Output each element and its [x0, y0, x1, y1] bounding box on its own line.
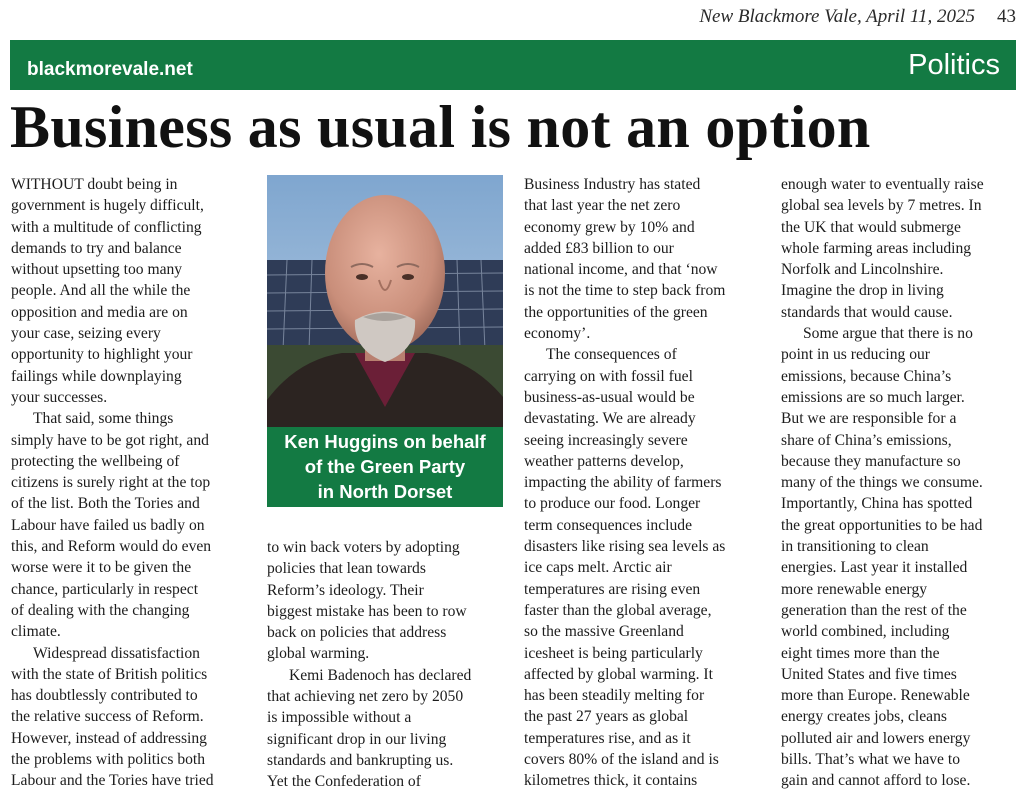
text-line: Importantly, China has spotted [781, 495, 973, 513]
text-line: faster than the global average, [524, 601, 712, 619]
text-line: government is hugely difficult, [11, 197, 204, 215]
text-line: demands to try and balance [11, 239, 182, 257]
text-line: to produce our food. Longer [524, 495, 701, 513]
text-line: term consequences include [524, 516, 692, 534]
text-line: citizens is surely right at the top [11, 474, 211, 492]
text-line: However, instead of addressing [11, 729, 207, 747]
text-line: climate. [11, 623, 61, 641]
text-line: Labour and the Tories have tried [11, 772, 214, 790]
text-line: many of the things we consume. [781, 474, 983, 492]
text-line: WITHOUT doubt being in [11, 176, 178, 193]
text-line: affected by global warming. It [524, 665, 713, 683]
publication-date: New Blackmore Vale, April 11, 2025 [699, 6, 975, 27]
text-line: added £83 billion to our [524, 239, 674, 257]
text-line: Reform’s ideology. Their [267, 581, 424, 599]
text-line: because they manufacture so [781, 452, 961, 470]
portrait-illustration [267, 175, 503, 427]
text-line: the UK that would submerge [781, 218, 961, 236]
text-line: point in us reducing our [781, 346, 930, 364]
text-line: kilometres thick, it contains [524, 772, 698, 790]
text-line: Labour have failed us badly on [11, 516, 205, 534]
text-line: temperatures rise, and as it [524, 729, 691, 747]
text-line: Yet the Confederation of [267, 773, 421, 791]
text-line: share of China’s emissions, [781, 431, 952, 449]
text-line: Widespread dissatisfaction [33, 644, 200, 662]
text-line: has been steadily melting for [524, 687, 705, 705]
text-line: opportunity to highlight your [11, 346, 193, 364]
text-line: economy’. [524, 325, 591, 343]
article-column-4 [781, 174, 1019, 792]
text-line: with the state of British politics [11, 665, 208, 683]
text-line: the relative success of Reform. [11, 708, 204, 726]
text-line: that achieving net zero by 2050 [267, 688, 464, 706]
text-line: temperatures are rising even [524, 580, 701, 598]
text-line: has doubtlessly contributed to [11, 687, 198, 705]
website-link[interactable]: blackmorevale.net [27, 59, 193, 80]
text-line: carrying on with fossil fuel [524, 367, 693, 385]
text-line: business-as-usual would be [524, 388, 695, 406]
text-line: devastating. We are already [524, 410, 696, 428]
text-line: people. And all the while the [11, 282, 191, 300]
text-line: simply have to be got right, and [11, 431, 209, 449]
text-line: chance, particularly in respect [11, 580, 199, 598]
caption-line: Ken Huggins on behalf [284, 431, 486, 452]
text-line: global warming. [267, 645, 370, 663]
article-column-3 [524, 174, 762, 792]
text-line: the problems with politics both [11, 751, 206, 769]
text-line: energy creates jobs, cleans [781, 708, 947, 726]
text-line: of dealing with the changing [11, 601, 190, 619]
text-line: protecting the wellbeing of [11, 452, 180, 470]
text-line: of the list. Both the Tories and [11, 495, 200, 513]
portrait-photo [267, 175, 503, 427]
text-line: more than Europe. Renewable [781, 687, 970, 705]
text-line: opposition and media are on [11, 303, 188, 321]
text-line: standards that would cause. [781, 303, 953, 321]
article-column-2 [267, 537, 505, 793]
text-line: Business Industry has stated [524, 176, 701, 193]
text-line: your successes. [11, 388, 108, 406]
section-label: Politics [908, 49, 1000, 81]
text-line: your case, seizing every [11, 325, 161, 343]
text-line: weather patterns develop, [524, 452, 684, 470]
text-line: seeing increasingly severe [524, 431, 688, 449]
text-line: energies. Last year it installed [781, 559, 968, 577]
text-line: worse were it to be given the [11, 559, 192, 577]
text-line: bills. That’s what we have to [781, 751, 961, 769]
text-line: failings while downplaying [11, 367, 182, 385]
text-line: Kemi Badenoch has declared [289, 666, 472, 684]
text-line: But we are responsible for a [781, 410, 957, 428]
text-line: That said, some things [33, 410, 174, 428]
text-line: biggest mistake has been to row [267, 602, 467, 620]
text-line: is not the time to step back from [524, 282, 726, 300]
masthead-line [699, 6, 1016, 28]
text-line: the opportunities of the green [524, 303, 708, 321]
text-line: the great opportunities to be had [781, 516, 983, 534]
text-line: Some argue that there is no [803, 325, 973, 343]
text-line: United States and five times [781, 665, 957, 683]
article-column-1 [11, 174, 249, 792]
text-line: Norfolk and Lincolnshire. [781, 261, 944, 279]
text-line: covers 80% of the island and is [524, 751, 719, 769]
text-line: so the massive Greenland [524, 623, 684, 641]
text-line: is impossible without a [267, 709, 412, 727]
text-line: eight times more than the [781, 644, 940, 662]
text-line: to win back voters by adopting [267, 539, 460, 556]
text-line: the past 27 years as global [524, 708, 689, 726]
caption-line: in North Dorset [317, 481, 453, 502]
text-line: impacting the ability of farmers [524, 474, 722, 492]
text-line: enough water to eventually raise [781, 176, 984, 193]
text-line: Imagine the drop in living [781, 282, 944, 300]
text-line: generation than the rest of the [781, 601, 967, 619]
page-number: 43 [997, 6, 1016, 27]
text-line: global sea levels by 7 metres. In [781, 197, 982, 215]
text-line: gain and cannot afford to lose. [781, 772, 971, 790]
section-banner [10, 40, 1016, 90]
text-line: whole farming areas including [781, 239, 972, 257]
text-line: national income, and that ‘now [524, 261, 718, 279]
text-line: emissions are so much larger. [781, 388, 965, 406]
text-line: world combined, including [781, 623, 950, 641]
text-line: economy grew by 10% and [524, 218, 695, 236]
text-line: this, and Reform would do even [11, 538, 212, 556]
byline-caption [267, 427, 503, 507]
text-line: back on policies that address [267, 624, 447, 642]
text-line: without upsetting too many [11, 261, 183, 279]
text-line: that last year the net zero [524, 197, 681, 215]
text-line: icesheet is being particularly [524, 644, 703, 662]
text-line: The consequences of [546, 346, 677, 364]
caption-line: of the Green Party [304, 456, 466, 477]
article-headline: Business as usual is not an option [10, 94, 871, 160]
text-line: emissions, because China’s [781, 367, 952, 385]
text-line: with a multitude of conflicting [11, 218, 202, 236]
text-line: standards and bankrupting us. [267, 751, 454, 769]
text-line: significant drop in our living [267, 730, 447, 748]
text-line: polluted air and lowers energy [781, 729, 971, 747]
text-line: policies that lean towards [267, 560, 426, 578]
text-line: disasters like rising sea levels as [524, 538, 726, 556]
text-line: more renewable energy [781, 580, 928, 598]
text-line: ice caps melt. Arctic air [524, 559, 672, 577]
text-line: in transitioning to clean [781, 538, 929, 556]
